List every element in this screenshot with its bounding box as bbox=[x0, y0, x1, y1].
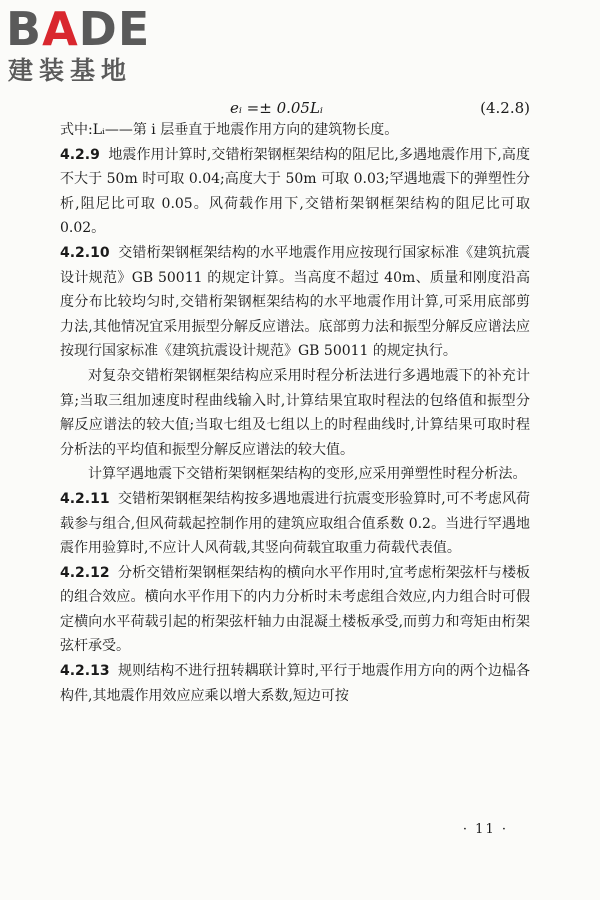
clause-number: 4.2.13 bbox=[60, 663, 110, 680]
clause-number: 4.2.9 bbox=[60, 146, 100, 163]
formula-note: 式中:Lᵢ——第 i 层垂直于地震作用方向的建筑物长度。 bbox=[60, 122, 399, 138]
clause-4-2-10 bbox=[60, 241, 530, 487]
body-text bbox=[60, 118, 530, 708]
page-number: · 11 · bbox=[462, 822, 508, 837]
brand-logo-subtitle: 建装基地 bbox=[8, 56, 133, 85]
clause-paragraph: 4.2.12 分析交错桁架钢框架结构的横向水平作用时,宜考虑桁架弦杆与楼板的组合效应。横向水平作用下的内力分析时未考虑组合效应,内力组合时可假定横向水平荷载引起的桁架弦杆轴力由混凝土楼板承受,而剪力和弯矩由桁架弦杆承受。 bbox=[60, 564, 530, 655]
brand-logo-word: BADE bbox=[6, 2, 151, 56]
clause-4-2-9 bbox=[60, 143, 530, 241]
clause-4-2-12 bbox=[60, 561, 530, 659]
clause-number: 4.2.12 bbox=[60, 564, 110, 581]
clause-4-2-11 bbox=[60, 487, 530, 561]
clause-paragraph: 计算罕遇地震下交错桁架钢框架结构的变形,应采用弹塑性时程分析法。 bbox=[88, 466, 527, 483]
clause-number: 4.2.11 bbox=[60, 490, 110, 507]
clause-paragraph: 对复杂交错桁架钢框架结构应采用时程分析法进行多遇地震下的补充计算;当取三组加速度时程曲线输入时,计算结果宜取时程法的包络值和振型分解反应谱法的较大值;当取七组及七组以上的时程曲线时,计算结果可取时程分析法的平均值和振型分解反应谱法的较大值。 bbox=[60, 367, 530, 458]
clause-paragraph: 4.2.9 地震作用计算时,交错桁架钢框架结构的阻尼比,多遇地震作用下,高度不大于 50m 时可取 0.04;高度大于 50m 可取 0.03;罕遇地震下的弹塑性分析,阻尼比可取 0.05。风荷载作用下,交错桁架钢框架结构的阻尼比可取 0.02。 bbox=[60, 146, 530, 237]
clause-paragraph: 4.2.11 交错桁架钢框架结构按多遇地震进行抗震变形验算时,可不考虑风荷载参与组合,但风荷载起控制作用的建筑应取组合值系数 0.2。当进行罕遇地震作用验算时,不应计人风荷载,其竖向荷载宜取重力荷载代表值。 bbox=[60, 490, 530, 557]
formula-number: (4.2.8) bbox=[480, 99, 530, 117]
clause-number: 4.2.10 bbox=[60, 244, 110, 261]
formula-4-2-8 bbox=[60, 96, 530, 120]
clause-4-2-13 bbox=[60, 659, 530, 708]
clause-paragraph: 4.2.10 交错桁架钢框架结构的水平地震作用应按现行国家标准《建筑抗震设计规范》GB 50011 的规定计算。当高度不超过 40m、质量和刚度沿高度分布比较均匀时,交错桁架钢框架结构的水平地震作用计算,可采用底部剪力法,其他情况宜采用振型分解反应谱法。底部剪力法和振型分解反应谱法应按现行国家标准《建筑抗震设计规范》GB 50011 的规定执行。 bbox=[60, 244, 530, 360]
brand-logo bbox=[6, 4, 176, 94]
clause-paragraph: 4.2.13 规则结构不进行扭转耦联计算时,平行于地震作用方向的两个边榀各构件,其地震作用效应应乘以增大系数,短边可按 bbox=[60, 663, 530, 704]
formula-expression: eᵢ =± 0.05Lᵢ bbox=[230, 99, 323, 117]
